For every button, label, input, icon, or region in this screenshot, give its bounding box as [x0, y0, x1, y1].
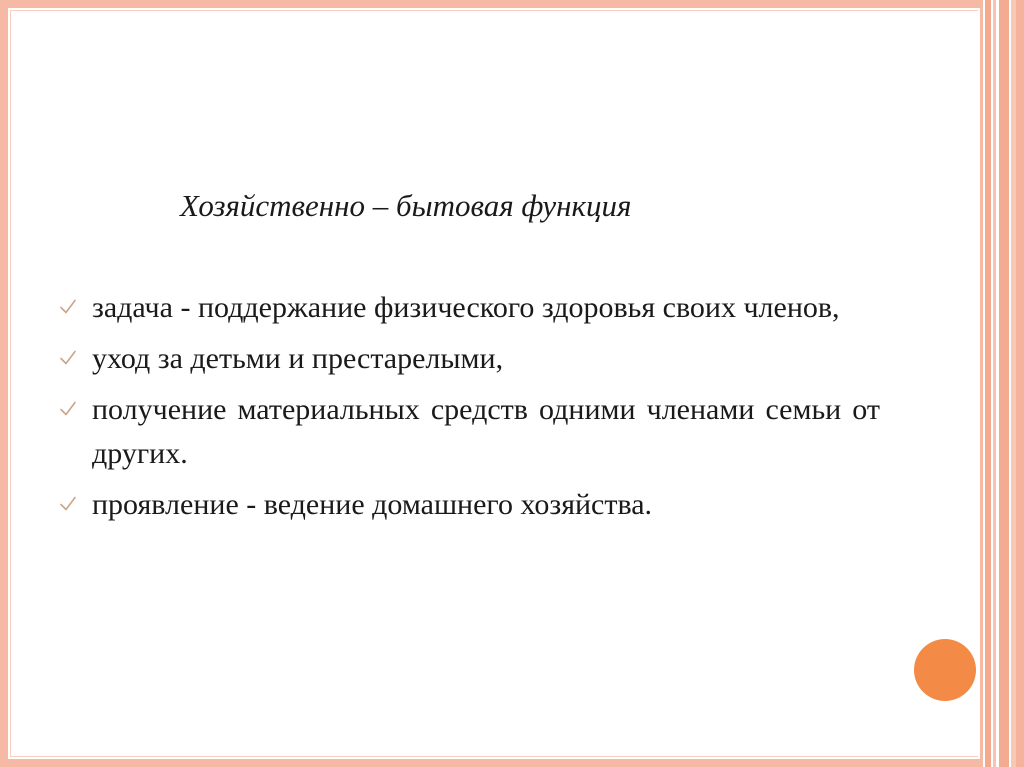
stripe [1016, 0, 1024, 767]
bullet-text: получение материальных средств одними членами семьи от других. [92, 393, 880, 470]
bullet-item [58, 483, 880, 527]
frame-inner-line-left [10, 10, 11, 757]
slide-title: Хозяйственно – бытовая функция [180, 188, 632, 223]
check-icon [58, 399, 78, 419]
bullet-text: проявление - ведение домашнего хозяйства. [92, 488, 653, 521]
check-icon [58, 297, 78, 317]
decorative-circle [914, 639, 976, 701]
stripe [999, 0, 1009, 767]
frame-border-top [0, 0, 988, 8]
bullet-item [58, 388, 880, 476]
frame-border-left [0, 0, 8, 767]
frame-inner-line-top [10, 10, 978, 11]
bullet-item [58, 286, 880, 330]
frame-inner-line-bottom [10, 756, 978, 757]
bullet-list [58, 286, 880, 527]
bullet-item [58, 337, 880, 381]
decorative-stripes [978, 0, 1024, 767]
frame-border-bottom [0, 759, 988, 767]
bullet-text: задача - поддержание физического здоровья своих членов, [92, 291, 840, 324]
check-icon [58, 348, 78, 368]
bullet-text: уход за детьми и престарелыми, [92, 342, 504, 375]
check-icon [58, 494, 78, 514]
